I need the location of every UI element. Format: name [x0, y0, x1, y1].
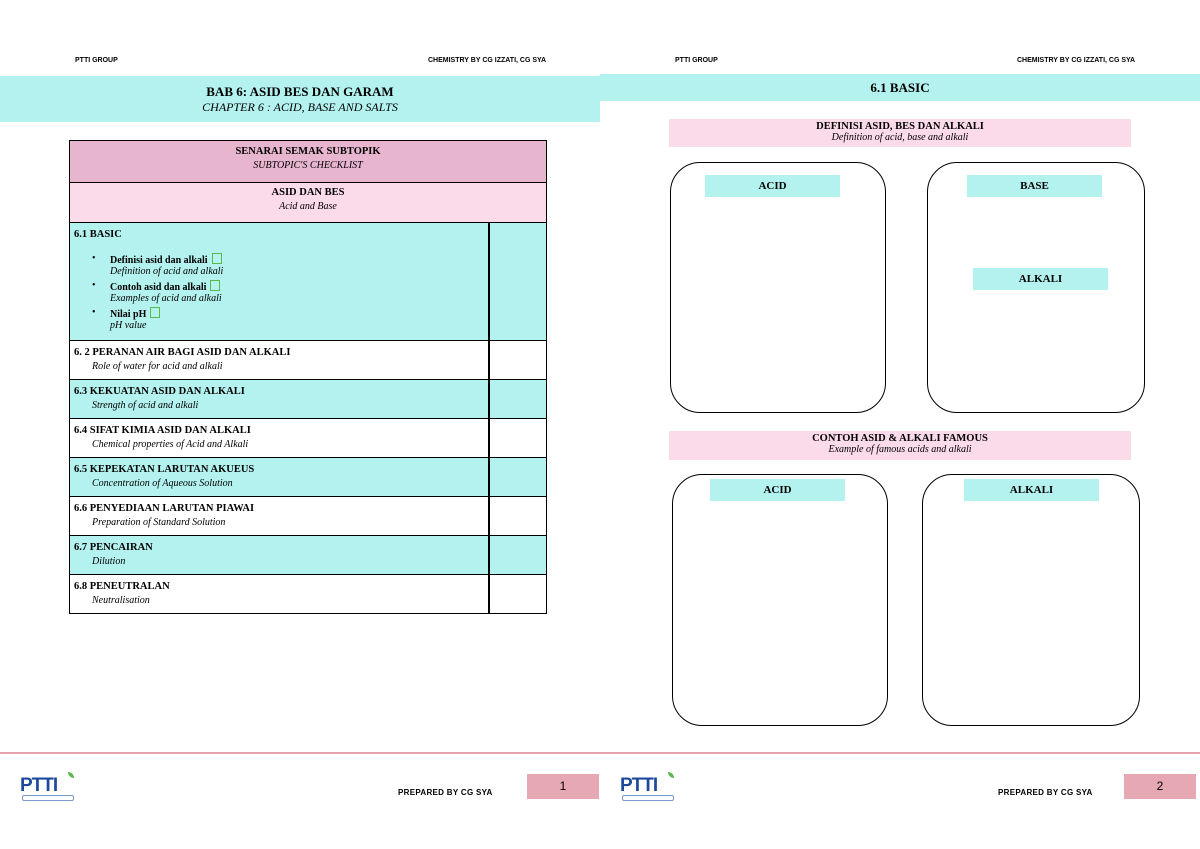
topic-subtitle: Chemical properties of Acid and Alkali	[92, 439, 249, 450]
topic-title: 6.5 KEPEKATAN LARUTAN AKUEUS	[74, 464, 255, 475]
check-cell[interactable]	[492, 458, 546, 496]
bullet-subtext: Examples of acid and alkali	[110, 293, 222, 304]
acid-example-box[interactable]	[672, 474, 888, 726]
check-cell[interactable]	[492, 575, 546, 613]
checklist-row-6-7	[70, 535, 546, 574]
bullet-text: Definisi asid dan alkali	[110, 255, 208, 266]
topic-subtitle: Preparation of Standard Solution	[92, 517, 226, 528]
chapter-subtitle: CHAPTER 6 : ACID, BASE AND SALTS	[202, 100, 398, 114]
header-author: CHEMISTRY BY CG IZZATI, CG SYA	[1017, 57, 1136, 64]
prepared-by: PREPARED BY CG SYA	[998, 788, 1093, 797]
checklist-row-6-8	[70, 574, 546, 613]
header-group: PTTI GROUP	[75, 57, 118, 64]
bullet-text: Contoh asid dan alkali	[110, 282, 207, 293]
topic-title: 6.4 SIFAT KIMIA ASID DAN ALKALI	[74, 425, 251, 436]
definition-title: DEFINISI ASID, BES DAN ALKALI	[816, 121, 984, 132]
topic-title: 6.3 KEKUATAN ASID DAN ALKALI	[74, 386, 245, 397]
checklist-row-6-4	[70, 418, 546, 457]
checklist-row-6-1	[70, 222, 546, 340]
alkali-label: ALKALI	[973, 268, 1108, 290]
header-group: PTTI GROUP	[675, 57, 718, 64]
topic-title: 6.8 PENEUTRALAN	[74, 581, 170, 592]
chapter-title: BAB 6: ASID BES DAN GARAM	[206, 84, 394, 99]
ptti-logo: PTTI	[20, 772, 80, 800]
acid-definition-box[interactable]	[670, 162, 886, 413]
check-cell[interactable]	[492, 380, 546, 418]
check-cell[interactable]	[492, 536, 546, 574]
leaf-icon	[668, 772, 674, 778]
checkbox-icon[interactable]	[150, 307, 160, 318]
definition-subtitle: Definition of acid, base and alkali	[831, 132, 969, 143]
checklist-header	[70, 141, 546, 182]
checkbox-icon[interactable]	[212, 253, 222, 264]
alkali-example-label: ALKALI	[964, 479, 1099, 501]
topic-subtitle: Dilution	[92, 556, 126, 567]
check-cell[interactable]	[492, 223, 546, 340]
topic-title: 6.7 PENCAIRAN	[74, 542, 153, 553]
section-title: 6.1 BASIC	[870, 80, 930, 95]
checklist-row-6-2	[70, 340, 546, 379]
bullet-subtext: pH value	[110, 320, 147, 331]
topic-subtitle: Neutralisation	[92, 595, 150, 606]
section-banner	[600, 74, 1200, 101]
bullet-text: Nilai pH	[110, 309, 147, 320]
footer-divider	[0, 752, 600, 754]
checklist-row-6-5	[70, 457, 546, 496]
page-number: 2	[1124, 774, 1196, 799]
leaf-icon	[68, 772, 74, 778]
example-subtitle: Example of famous acids and alkali	[828, 444, 972, 455]
checklist-row-6-6	[70, 496, 546, 535]
topic-title: 6. 2 PERANAN AIR BAGI ASID DAN ALKALI	[74, 347, 291, 358]
topic-subtitle: Role of water for acid and alkali	[92, 361, 223, 372]
topic-title: 6.6 PENYEDIAAN LARUTAN PIAWAI	[74, 503, 255, 514]
check-cell[interactable]	[492, 419, 546, 457]
page-number: 1	[527, 774, 599, 799]
acid-label: ACID	[705, 175, 840, 197]
ptti-logo: PTTI	[620, 772, 680, 800]
page-2	[600, 0, 1200, 849]
topic-subtitle: Strength of acid and alkali	[92, 400, 199, 411]
footer-divider	[600, 752, 1200, 754]
row-content: 6.1 BASIC • Definisi asid dan alkali Definition of acid and alkali • Contoh asid dan alkali Examples of acid and alkali • Nilai pH pH value	[70, 223, 490, 340]
bullet-subtext: Definition of acid and alkali	[110, 266, 224, 277]
base-label: BASE	[967, 175, 1102, 197]
example-bar	[669, 431, 1131, 460]
alkali-example-box[interactable]	[922, 474, 1140, 726]
definition-bar	[669, 119, 1131, 147]
section-header	[70, 182, 546, 222]
acid-example-label: ACID	[710, 479, 845, 501]
prepared-by: PREPARED BY CG SYA	[398, 788, 493, 797]
checkbox-icon[interactable]	[210, 280, 220, 291]
header-author: CHEMISTRY BY CG IZZATI, CG SYA	[428, 57, 547, 64]
section-title: ASID DAN BES	[271, 187, 345, 198]
check-cell[interactable]	[492, 341, 546, 379]
checklist-title: SENARAI SEMAK SUBTOPIK	[235, 146, 381, 157]
chapter-banner	[0, 76, 600, 122]
checklist-row-6-3	[70, 379, 546, 418]
topic-title: 6.1 BASIC	[74, 229, 122, 240]
example-title: CONTOH ASID & ALKALI FAMOUS	[812, 433, 988, 444]
subtopic-checklist-table	[69, 140, 547, 614]
section-subtitle: Acid and Base	[279, 201, 337, 212]
check-cell[interactable]	[492, 497, 546, 535]
topic-subtitle: Concentration of Aqueous Solution	[92, 478, 233, 489]
checklist-subtitle: SUBTOPIC'S CHECKLIST	[253, 160, 363, 171]
